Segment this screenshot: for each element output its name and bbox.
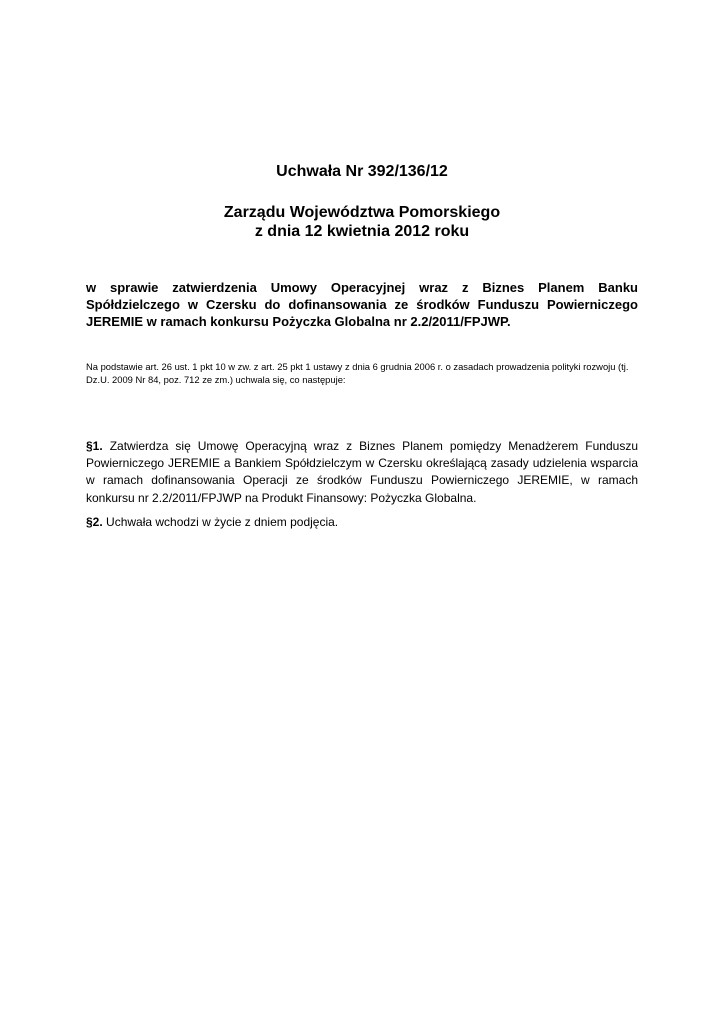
board-name: Zarządu Województwa Pomorskiego [223,204,501,221]
paragraph-1 [86,438,638,507]
resolution-date: z dnia 12 kwietnia 2012 roku [254,223,470,240]
paragraph-1-mark: §1. [86,439,103,453]
resolution-subject: w sprawie zatwierdzenia Umowy Operacyjnej wraz z Biznes Planem Banku Spółdzielczego w Czersku do dofinansowania ze środków Funduszu Powierniczego JEREMIE w ramach konkursu Pożyczka Globalna nr 2.2/2011/FPJWP. [86,280,638,329]
paragraph-1-text: Zatwierdza się Umowę Operacyjną wraz z Biznes Planem pomiędzy Menadżerem Funduszu Powierniczego JEREMIE a Bankiem Spółdzielczym w Czersku określającą zasady udzielenia wsparcia w ramach dofinansowania Operacji ze środków Funduszu Powierniczego JEREMIE, w ramach konkursu nr 2.2/2011/FPJWP na Produkt Finansowy: Pożyczka Globalna. [86,439,638,505]
paragraph-2 [86,514,638,531]
legal-basis: Na podstawie art. 26 ust. 1 pkt 10 w zw. z art. 25 pkt 1 ustawy z dnia 6 grudnia 2006 r. o zasadach prowadzenia polityki rozwoju (tj. Dz.U. 2009 Nr 84, poz. 712 ze zm.) uchwala się, co następuje: [86,361,629,385]
resolution-number: Uchwała Nr 392/136/12 [276,163,448,180]
paragraph-2-text: Uchwała wchodzi w życie z dniem podjęcia. [106,515,339,529]
paragraph-2-mark: §2. [86,515,103,529]
